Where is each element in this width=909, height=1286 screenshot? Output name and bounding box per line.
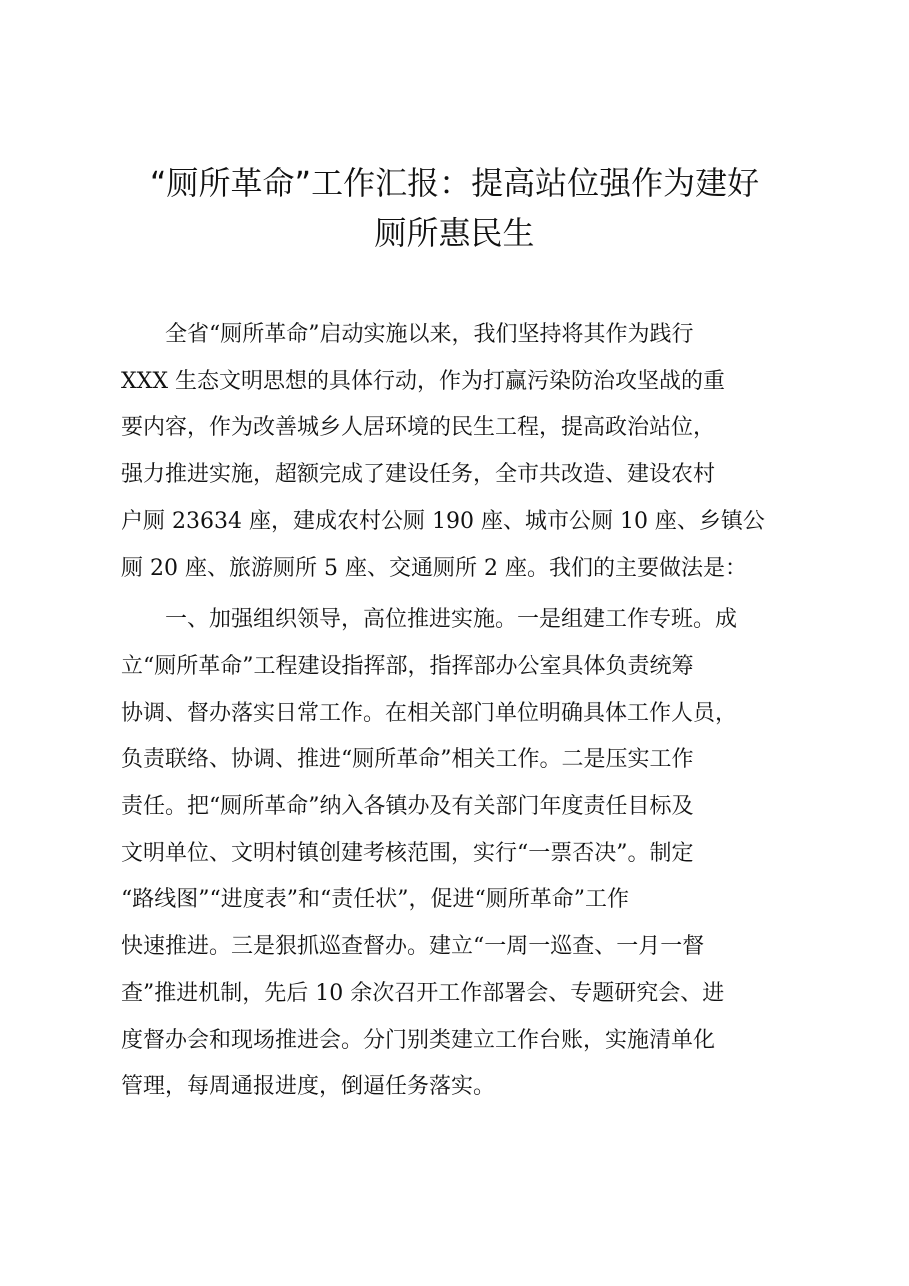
text-line: 全省“厕所革命”启动实施以来，我们坚持将其作为践行 [165, 322, 694, 347]
text-line: 责任。把“厕所革命”纳入各镇办及有关部门年度责任目标及 [121, 794, 694, 820]
paragraph-intro [121, 312, 791, 592]
text-line: 立“厕所革命”工程建设指挥部，指挥部办公室具体负责统筹 [121, 653, 694, 679]
paragraph-section-one [121, 597, 791, 1111]
text-line: “路线图”“进度表”和“责任状”，促进“厕所革命”工作 [121, 887, 629, 913]
text-line: 一、加强组织领导，高位推进实施。一是组建工作专班。成 [165, 607, 738, 633]
text-line: 查”推进机制，先后 10 余次召开工作部署会、专题研究会、进 [121, 980, 725, 1006]
text-line: 文明单位、文明村镇创建考核范围，实行“一票否决”。制定 [121, 840, 694, 866]
text-line: 户厕 23634 座，建成农村公厕 190 座、城市公厕 10 座、乡镇公 [121, 508, 765, 534]
text-line: 快速推进。三是狠抓巡查督办。建立“一周一巡查、一月一督 [121, 934, 705, 960]
text-line: 强力推进实施，超额完成了建设任务，全市共改造、建设农村 [121, 462, 716, 488]
title-line: 厕所惠民生 [374, 214, 535, 252]
text-line: 要内容，作为改善城乡人居环境的民生工程，提高政治站位， [121, 415, 716, 441]
document-title [100, 158, 809, 258]
text-line: 管理，每周通报进度，倒逼任务落实。 [121, 1074, 496, 1100]
text-line: 厕 20 座、旅游厕所 5 座、交通厕所 2 座。我们的主要做法是： [121, 555, 747, 581]
text-line: XXX 生态文明思想的具体行动，作为打赢污染防治攻坚战的重 [121, 368, 725, 394]
document-body [121, 312, 791, 1116]
text-line: 负责联络、协调、推进“厕所革命”相关工作。二是压实工作 [121, 747, 694, 773]
text-line: 协调、督办落实日常工作。在相关部门单位明确具体工作人员， [121, 700, 738, 726]
text-line: 度督办会和现场推进会。分门别类建立工作台账，实施清单化 [121, 1027, 716, 1053]
title-line: “厕所革命”工作汇报：提高站位强作为建好 [149, 164, 760, 202]
